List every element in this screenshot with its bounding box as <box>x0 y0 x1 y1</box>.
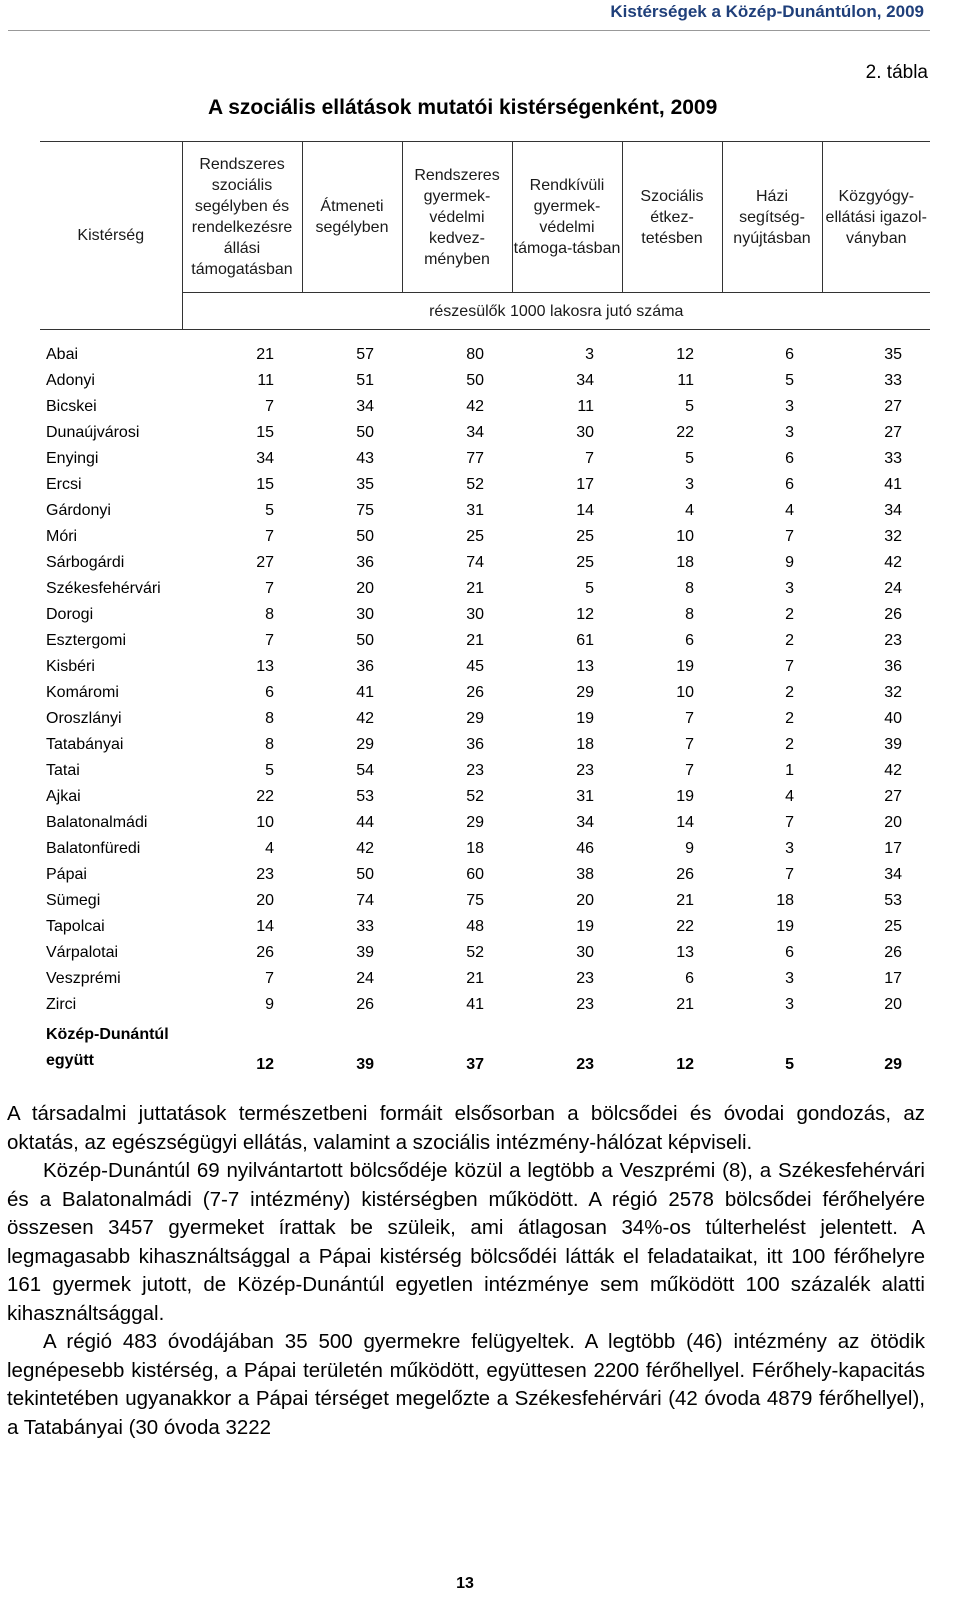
table-cell: 40 <box>884 710 902 727</box>
column-header-social-meals: Szociális étkez-tetésben <box>622 142 722 293</box>
table-cell: 50 <box>356 632 374 649</box>
table-cell: 42 <box>356 710 374 727</box>
table-cell: 5 <box>265 502 274 519</box>
table-cell: 7 <box>265 970 274 987</box>
total-label-line: együtt <box>46 1052 94 1069</box>
table-cell: 36 <box>356 658 374 675</box>
table-row <box>40 888 930 914</box>
table-cell: 3 <box>785 398 794 415</box>
table-row <box>40 758 930 784</box>
table-cell: 31 <box>576 788 594 805</box>
region-name: Tapolcai <box>46 918 105 935</box>
table-cell: 5 <box>265 762 274 779</box>
table-cell: 7 <box>685 710 694 727</box>
table-row <box>40 914 930 940</box>
table-cell: 13 <box>576 658 594 675</box>
column-header-temporary-aid: Átmeneti segélyben <box>302 142 402 293</box>
table-cell: 23 <box>576 996 594 1013</box>
table-cell: 11 <box>677 372 694 389</box>
region-name: Gárdonyi <box>46 502 111 519</box>
table-cell: 30 <box>576 944 594 961</box>
table-cell: 9 <box>785 554 794 571</box>
table-cell: 54 <box>356 762 374 779</box>
table-cell: 21 <box>466 580 484 597</box>
table-row <box>40 836 930 862</box>
table-cell: 20 <box>884 814 902 831</box>
table-cell: 7 <box>785 814 794 831</box>
table-cell: 10 <box>676 684 694 701</box>
table-row <box>40 498 930 524</box>
table-cell: 34 <box>466 424 484 441</box>
region-name: Ajkai <box>46 788 81 805</box>
region-name: Balatonalmádi <box>46 814 148 831</box>
table-cell: 8 <box>685 580 694 597</box>
table-cell: 75 <box>466 892 484 909</box>
table-cell: 18 <box>676 554 694 571</box>
table-cell: 34 <box>356 398 374 415</box>
table-cell: 24 <box>356 970 374 987</box>
table-cell: 11 <box>577 398 594 415</box>
table-cell: 4 <box>265 840 274 857</box>
table-title: A szociális ellátások mutatói kistérségenként, 2009 <box>208 96 718 119</box>
table-row <box>40 524 930 550</box>
table-cell: 19 <box>776 918 794 935</box>
table-cell: 7 <box>265 398 274 415</box>
table-cell: 36 <box>356 554 374 571</box>
table-cell: 41 <box>356 684 374 701</box>
table-row <box>40 420 930 446</box>
table-cell: 36 <box>884 658 902 675</box>
table-cell: 52 <box>466 788 484 805</box>
column-header-child-protection-benefit: Rendszeres gyermek-védelmi kedvez-ményben <box>402 142 512 293</box>
table-cell: 6 <box>685 632 694 649</box>
region-name: Dorogi <box>46 606 94 623</box>
table-row <box>40 706 930 732</box>
table-cell: 8 <box>265 606 274 623</box>
column-header-row <box>40 142 930 293</box>
table-cell: 27 <box>884 424 902 441</box>
table-cell: 33 <box>884 450 902 467</box>
table-cell: 18 <box>776 892 794 909</box>
table-cell: 77 <box>466 450 484 467</box>
table-cell: 4 <box>685 502 694 519</box>
total-label <box>40 1018 182 1074</box>
table-cell: 25 <box>466 528 484 545</box>
table-cell: 5 <box>785 372 794 389</box>
table-cell: 51 <box>356 372 374 389</box>
table-cell: 80 <box>466 346 484 363</box>
table-cell: 19 <box>676 658 694 675</box>
table-row <box>40 966 930 992</box>
total-cell: 12 <box>256 1056 274 1073</box>
table-cell: 29 <box>356 736 374 753</box>
region-name: Móri <box>46 528 78 545</box>
column-header-home-help: Házi segítség-nyújtásban <box>722 142 822 293</box>
table-cell: 52 <box>466 944 484 961</box>
table-cell: 8 <box>265 736 274 753</box>
table-cell: 4 <box>785 502 794 519</box>
table-cell: 41 <box>884 476 902 493</box>
table-cell: 19 <box>576 710 594 727</box>
table-cell: 3 <box>785 580 794 597</box>
region-name: Sárbogárdi <box>46 554 125 571</box>
table-cell: 7 <box>685 762 694 779</box>
table-cell: 14 <box>676 814 694 831</box>
table-cell: 50 <box>356 424 374 441</box>
table-cell: 42 <box>884 554 902 571</box>
region-name: Bicskei <box>46 398 97 415</box>
table-row <box>40 576 930 602</box>
table-cell: 10 <box>256 814 274 831</box>
table-cell: 2 <box>785 710 794 727</box>
table-cell: 20 <box>884 996 902 1013</box>
table-cell: 32 <box>884 528 902 545</box>
table-cell: 22 <box>676 424 694 441</box>
table-cell: 18 <box>466 840 484 857</box>
table-cell: 32 <box>884 684 902 701</box>
table-cell: 23 <box>576 762 594 779</box>
table-cell: 18 <box>576 736 594 753</box>
table-cell: 33 <box>356 918 374 935</box>
region-name: Veszprémi <box>46 970 121 987</box>
table-cell: 25 <box>884 918 902 935</box>
table-cell: 9 <box>685 840 694 857</box>
table-cell: 6 <box>685 970 694 987</box>
table-cell: 13 <box>676 944 694 961</box>
table-cell: 50 <box>466 372 484 389</box>
table-cell: 23 <box>256 866 274 883</box>
total-cell: 37 <box>466 1056 484 1073</box>
table-cell: 3 <box>685 476 694 493</box>
table-cell: 13 <box>256 658 274 675</box>
table-cell: 30 <box>356 606 374 623</box>
table-cell: 6 <box>785 450 794 467</box>
table-row <box>40 550 930 576</box>
table-cell: 7 <box>785 658 794 675</box>
table-cell: 23 <box>466 762 484 779</box>
table-cell: 74 <box>356 892 374 909</box>
table-cell: 52 <box>466 476 484 493</box>
region-name: Esztergomi <box>46 632 127 649</box>
table-cell: 42 <box>466 398 484 415</box>
region-name: Adonyi <box>46 372 95 389</box>
table-cell: 5 <box>585 580 594 597</box>
table-cell: 20 <box>256 892 274 909</box>
total-cell: 5 <box>785 1056 794 1073</box>
table-cell: 7 <box>785 528 794 545</box>
region-name: Pápai <box>46 866 87 883</box>
table-cell: 10 <box>676 528 694 545</box>
table-cell: 2 <box>785 606 794 623</box>
table-cell: 26 <box>676 866 694 883</box>
table-cell: 24 <box>884 580 902 597</box>
table-cell: 9 <box>265 996 274 1013</box>
table-cell: 26 <box>256 944 274 961</box>
table-cell: 3 <box>585 346 594 363</box>
table-cell: 39 <box>884 736 902 753</box>
table-cell: 15 <box>256 476 274 493</box>
table-cell: 4 <box>785 788 794 805</box>
table-cell: 5 <box>685 398 694 415</box>
table-row <box>40 368 930 394</box>
table-cell: 2 <box>785 736 794 753</box>
table-cell: 21 <box>466 970 484 987</box>
table-cell: 3 <box>785 840 794 857</box>
table-cell: 7 <box>585 450 594 467</box>
table-cell: 27 <box>884 788 902 805</box>
column-header-public-health-card: Közgyógy-ellátási igazol-ványban <box>822 142 930 293</box>
table-row <box>40 342 930 368</box>
region-name: Várpalotai <box>46 944 119 961</box>
region-name: Balatonfüredi <box>46 840 141 857</box>
region-name: Székesfehérvári <box>46 580 161 597</box>
table-cell: 12 <box>576 606 594 623</box>
table-cell: 20 <box>356 580 374 597</box>
table-cell: 7 <box>265 528 274 545</box>
table-cell: 45 <box>466 658 484 675</box>
table-cell: 39 <box>356 944 374 961</box>
data-table <box>40 141 930 1074</box>
table-cell: 1 <box>785 762 794 779</box>
total-cell: 12 <box>676 1056 694 1073</box>
table-cell: 19 <box>576 918 594 935</box>
table-cell: 35 <box>356 476 374 493</box>
table-cell: 7 <box>785 866 794 883</box>
table-cell: 23 <box>884 632 902 649</box>
table-row <box>40 810 930 836</box>
table-cell: 29 <box>466 814 484 831</box>
table-cell: 74 <box>466 554 484 571</box>
table-cell: 22 <box>256 788 274 805</box>
column-header-extraordinary-child-support: Rendkívüli gyermek-védelmi támoga-tásban <box>512 142 622 293</box>
region-name: Tatabányai <box>46 736 124 753</box>
table-row <box>40 940 930 966</box>
table-cell: 60 <box>466 866 484 883</box>
table-cell: 21 <box>676 892 694 909</box>
body-text <box>7 1100 925 1442</box>
unit-label: részesülők 1000 lakosra jutó száma <box>182 293 930 330</box>
table-cell: 3 <box>785 996 794 1013</box>
table-cell: 17 <box>576 476 594 493</box>
table-cell: 48 <box>466 918 484 935</box>
table-cell: 30 <box>576 424 594 441</box>
table-cell: 5 <box>685 450 694 467</box>
table-cell: 6 <box>785 944 794 961</box>
table-cell: 2 <box>785 684 794 701</box>
table-cell: 57 <box>356 346 374 363</box>
table-cell: 8 <box>685 606 694 623</box>
region-name: Tatai <box>46 762 80 779</box>
table-cell: 7 <box>685 736 694 753</box>
table-cell: 50 <box>356 528 374 545</box>
total-row <box>40 1018 930 1074</box>
table-cell: 7 <box>265 580 274 597</box>
table-cell: 50 <box>356 866 374 883</box>
table-row <box>40 732 930 758</box>
region-name: Komáromi <box>46 684 119 701</box>
table-number: 2. tábla <box>865 62 928 83</box>
table-cell: 11 <box>257 372 274 389</box>
column-header-regular-aid: Rendszeres szociális segélyben és rendelkezésre állási támogatásban <box>182 142 302 293</box>
header-rule <box>8 30 930 31</box>
table-cell: 6 <box>785 476 794 493</box>
table-cell: 31 <box>466 502 484 519</box>
table-row <box>40 446 930 472</box>
table-cell: 44 <box>356 814 374 831</box>
table-row <box>40 992 930 1018</box>
table-cell: 38 <box>576 866 594 883</box>
region-name: Abai <box>46 346 79 363</box>
table-cell: 14 <box>576 502 594 519</box>
paragraph: A régió 483 óvodájában 35 500 gyermekre felügyeltek. A legtöbb (46) intézmény az ötödik legnépesebb kistérség, a Pápai területén működött, együttesen 2200 férőhellyel. Férőhely-kapacitás tekintetében ugyanakkor a Pápai térséget megelőzte a Székesfehérvári (42 óvoda 4879 férőhellyel), a Tatabányai (30 óvoda 3222 <box>7 1330 925 1439</box>
table-cell: 41 <box>466 996 484 1013</box>
table-cell: 26 <box>884 606 902 623</box>
table-cell: 7 <box>265 632 274 649</box>
table-row <box>40 784 930 810</box>
table-cell: 21 <box>466 632 484 649</box>
table-cell: 61 <box>576 632 594 649</box>
region-name: Enyingi <box>46 450 99 467</box>
page-number: 13 <box>456 1575 474 1592</box>
table-row <box>40 654 930 680</box>
region-name: Oroszlányi <box>46 710 122 727</box>
table-cell: 27 <box>884 398 902 415</box>
table-cell: 14 <box>256 918 274 935</box>
region-name: Ercsi <box>46 476 82 493</box>
table-cell: 33 <box>884 372 902 389</box>
table-cell: 75 <box>356 502 374 519</box>
table-cell: 17 <box>884 840 902 857</box>
region-name: Sümegi <box>46 892 101 909</box>
table-cell: 3 <box>785 424 794 441</box>
table-cell: 25 <box>576 554 594 571</box>
total-cell: 23 <box>576 1056 594 1073</box>
table-cell: 46 <box>576 840 594 857</box>
table-cell: 21 <box>676 996 694 1013</box>
total-label-line: Közép-Dunántúl <box>46 1026 169 1043</box>
table-cell: 34 <box>884 502 902 519</box>
table-cell: 17 <box>884 970 902 987</box>
table-row <box>40 394 930 420</box>
total-cell: 29 <box>884 1056 902 1073</box>
table-cell: 2 <box>785 632 794 649</box>
table-cell: 12 <box>676 346 694 363</box>
table-cell: 23 <box>576 970 594 987</box>
table-cell: 34 <box>256 450 274 467</box>
running-header: Kistérségek a Közép-Dunántúlon, 2009 <box>610 2 924 21</box>
table-cell: 43 <box>356 450 374 467</box>
table-cell: 8 <box>265 710 274 727</box>
table-cell: 22 <box>676 918 694 935</box>
table-cell: 15 <box>256 424 274 441</box>
table-row <box>40 472 930 498</box>
table-row <box>40 602 930 628</box>
table-cell: 30 <box>466 606 484 623</box>
table-cell: 21 <box>256 346 274 363</box>
region-name: Kisbéri <box>46 658 95 675</box>
column-header-region: Kistérség <box>40 142 182 330</box>
table-cell: 26 <box>884 944 902 961</box>
table-row <box>40 628 930 654</box>
table-cell: 42 <box>884 762 902 779</box>
region-name: Dunaújvárosi <box>46 424 140 441</box>
table-cell: 34 <box>884 866 902 883</box>
table-cell: 34 <box>576 814 594 831</box>
table-cell: 20 <box>576 892 594 909</box>
table-cell: 6 <box>785 346 794 363</box>
paragraph: Közép-Dunántúl 69 nyilvántartott bölcsődéje közül a legtöbb a Veszprémi (8), a Székesfehérvári és a Balatonalmádi (7-7 intézmény) kistérségben működött. A régió 2578 bölcsődei férőhelyére összesen 3457 gyermeket írattak be szüleik, ami átlagosan 34%-os túlterhelést jelentett. A legmagasabb kihasználtsággal a Pápai kistérség bölcsődéi látták el feladataikat, itt 100 férőhelyre 161 gyermek jutott, de Közép-Dunántúl egyetlen intézménye sem működött 100 százalék alatti kihasználtsággal. <box>7 1159 925 1325</box>
paragraph: A társadalmi juttatások természetbeni formáit elsősorban a bölcsődei és óvodai gondozás, az oktatás, az egészségügyi ellátás, valamint a szociális intézmény-hálózat képviseli. <box>7 1102 925 1154</box>
table-row <box>40 680 930 706</box>
table-cell: 6 <box>265 684 274 701</box>
table-cell: 26 <box>356 996 374 1013</box>
table-cell: 35 <box>884 346 902 363</box>
table-cell: 29 <box>466 710 484 727</box>
table-cell: 3 <box>785 970 794 987</box>
table-cell: 25 <box>576 528 594 545</box>
table-cell: 34 <box>576 372 594 389</box>
total-cell: 39 <box>356 1056 374 1073</box>
table-cell: 42 <box>356 840 374 857</box>
region-name: Zirci <box>46 996 77 1013</box>
table-cell: 36 <box>466 736 484 753</box>
table-cell: 26 <box>466 684 484 701</box>
table-cell: 29 <box>576 684 594 701</box>
table-cell: 19 <box>676 788 694 805</box>
table-cell: 53 <box>884 892 902 909</box>
table-cell: 53 <box>356 788 374 805</box>
table-cell: 27 <box>256 554 274 571</box>
table-row <box>40 862 930 888</box>
